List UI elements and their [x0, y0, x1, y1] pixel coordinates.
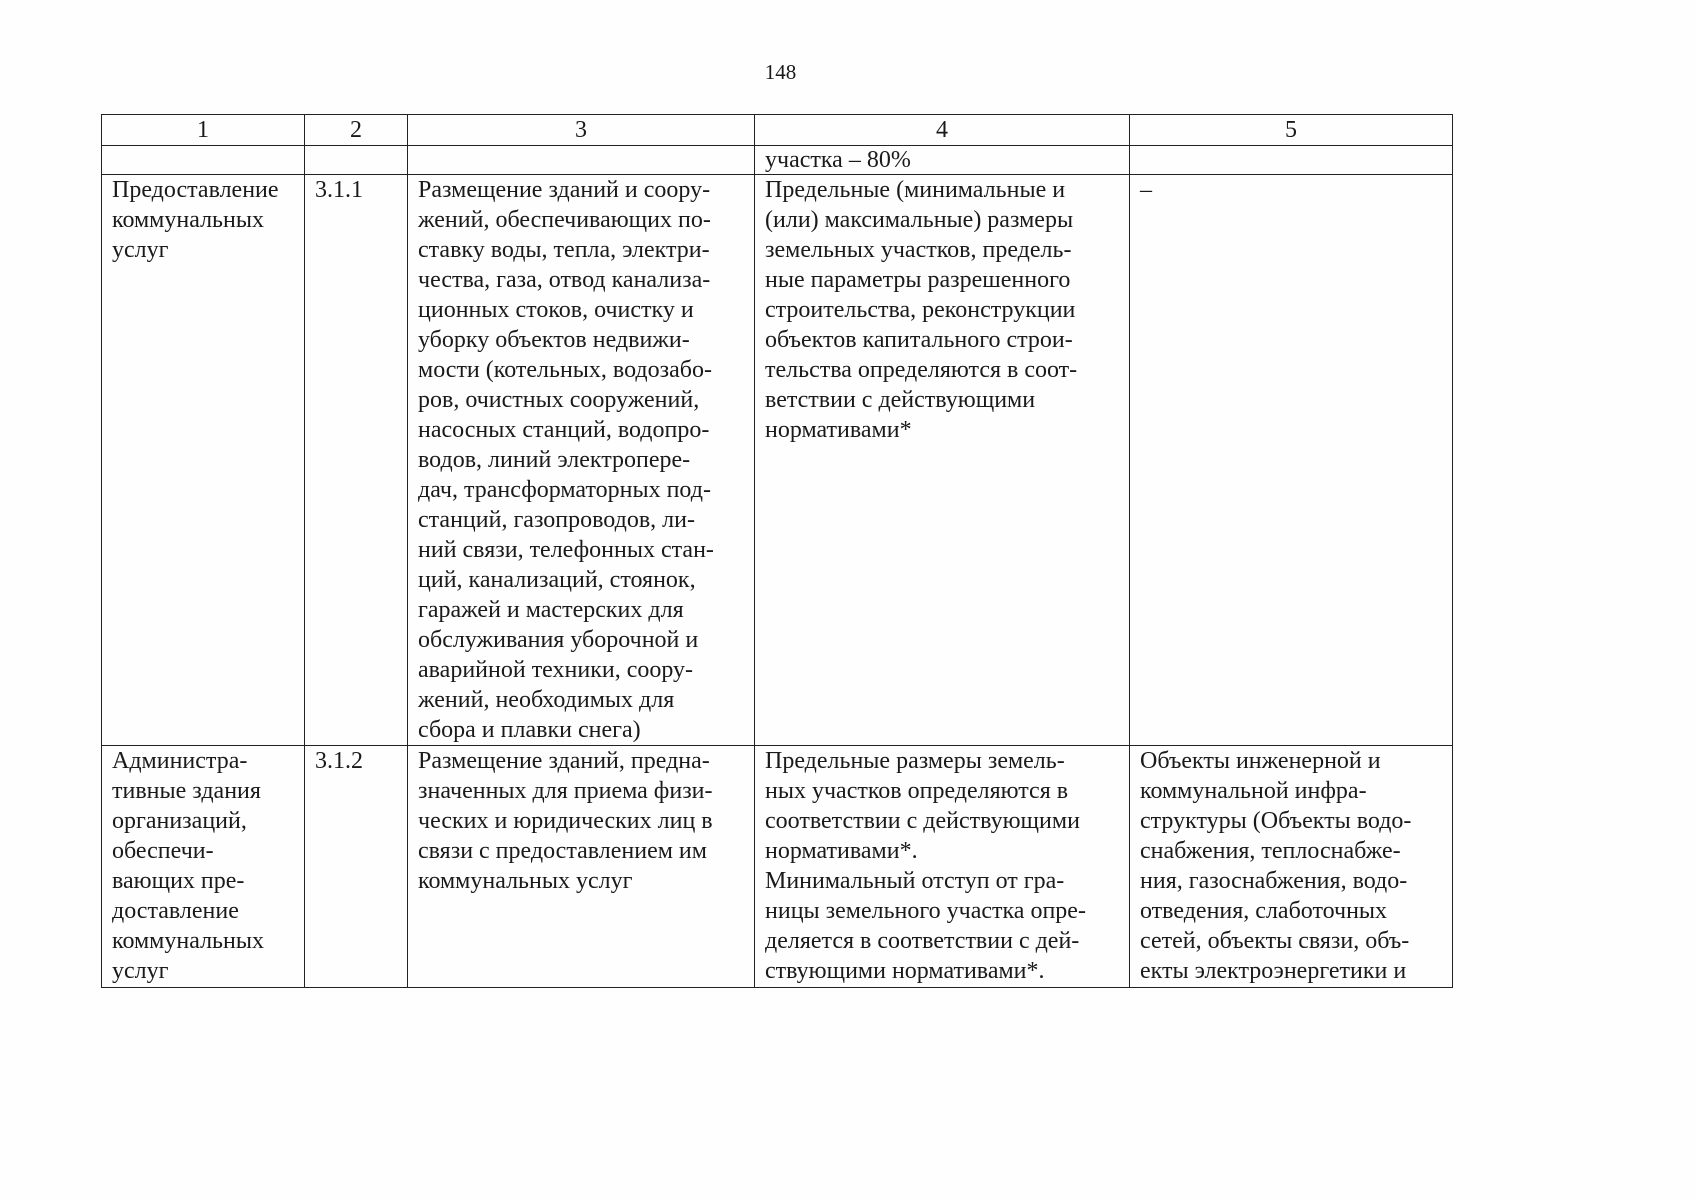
use-type-name: Администра- тивные здания организаций, обеспечи- вающих пре- доставление коммунальных услуг [102, 746, 305, 988]
use-type-code: 3.1.2 [305, 746, 408, 988]
page-number: 148 [764, 60, 797, 84]
continuation-cell-4: участка – 80% [755, 146, 1130, 175]
use-type-description: Размещение зданий и соору- жений, обеспечивающих по- ставку воды, тепла, электри- чества, газа, отвод канализа- ционных стоков, очистку и уборку объектов недвижи- мости (котельных, водозабо- ров, очистных сооружений, насосных станций, водопро- водов, линий электропере- дач, трансформаторных под- станций, газопроводов, ли- ний связи, телефонных стан- ций, канализаций, стоянок, гаражей и мастерских для обслуживания уборочной и аварийной техники, соору- жений, необходимых для сбора и плавки снега) [408, 175, 755, 746]
use-type-name: Предоставление коммунальных услуг [102, 175, 305, 746]
use-type-parameters: Предельные (минимальные и (или) максимальные) размеры земельных участков, предель- ные параметры разрешенного строительства, реконструкции объектов капитального строи- тельства определяются в соот- ветствии с действующими нормативами* [755, 175, 1130, 746]
continuation-cell-2 [305, 146, 408, 175]
use-type-parameters: Предельные размеры земель- ных участков определяются в соответствии с действующими нормативами*. Минимальный отступ от гра- ницы земельного участка опре- деляется в соответствии с дей- ствующими нормативами*. [755, 746, 1130, 988]
table-row [102, 175, 1453, 746]
land-use-table [101, 114, 1453, 988]
column-header-4: 4 [755, 115, 1130, 146]
table-header-row [102, 115, 1453, 146]
column-header-5: 5 [1130, 115, 1453, 146]
use-type-restrictions: – [1130, 175, 1453, 746]
column-header-3: 3 [408, 115, 755, 146]
use-type-description: Размещение зданий, предна- значенных для приема физи- ческих и юридических лиц в связи с предоставлением им коммунальных услуг [408, 746, 755, 988]
column-header-1: 1 [102, 115, 305, 146]
continuation-cell-5 [1130, 146, 1453, 175]
continuation-cell-3 [408, 146, 755, 175]
use-type-restrictions: Объекты инженерной и коммунальной инфра- структуры (Объекты водо- снабжения, теплоснабже- ния, газоснабжения, водо- отведения, слаботочных сетей, объекты связи, объ- екты электроэнергетики и [1130, 746, 1453, 988]
column-header-2: 2 [305, 115, 408, 146]
table-row [102, 746, 1453, 988]
continuation-row [102, 146, 1453, 175]
use-type-code: 3.1.1 [305, 175, 408, 746]
continuation-cell-1 [102, 146, 305, 175]
